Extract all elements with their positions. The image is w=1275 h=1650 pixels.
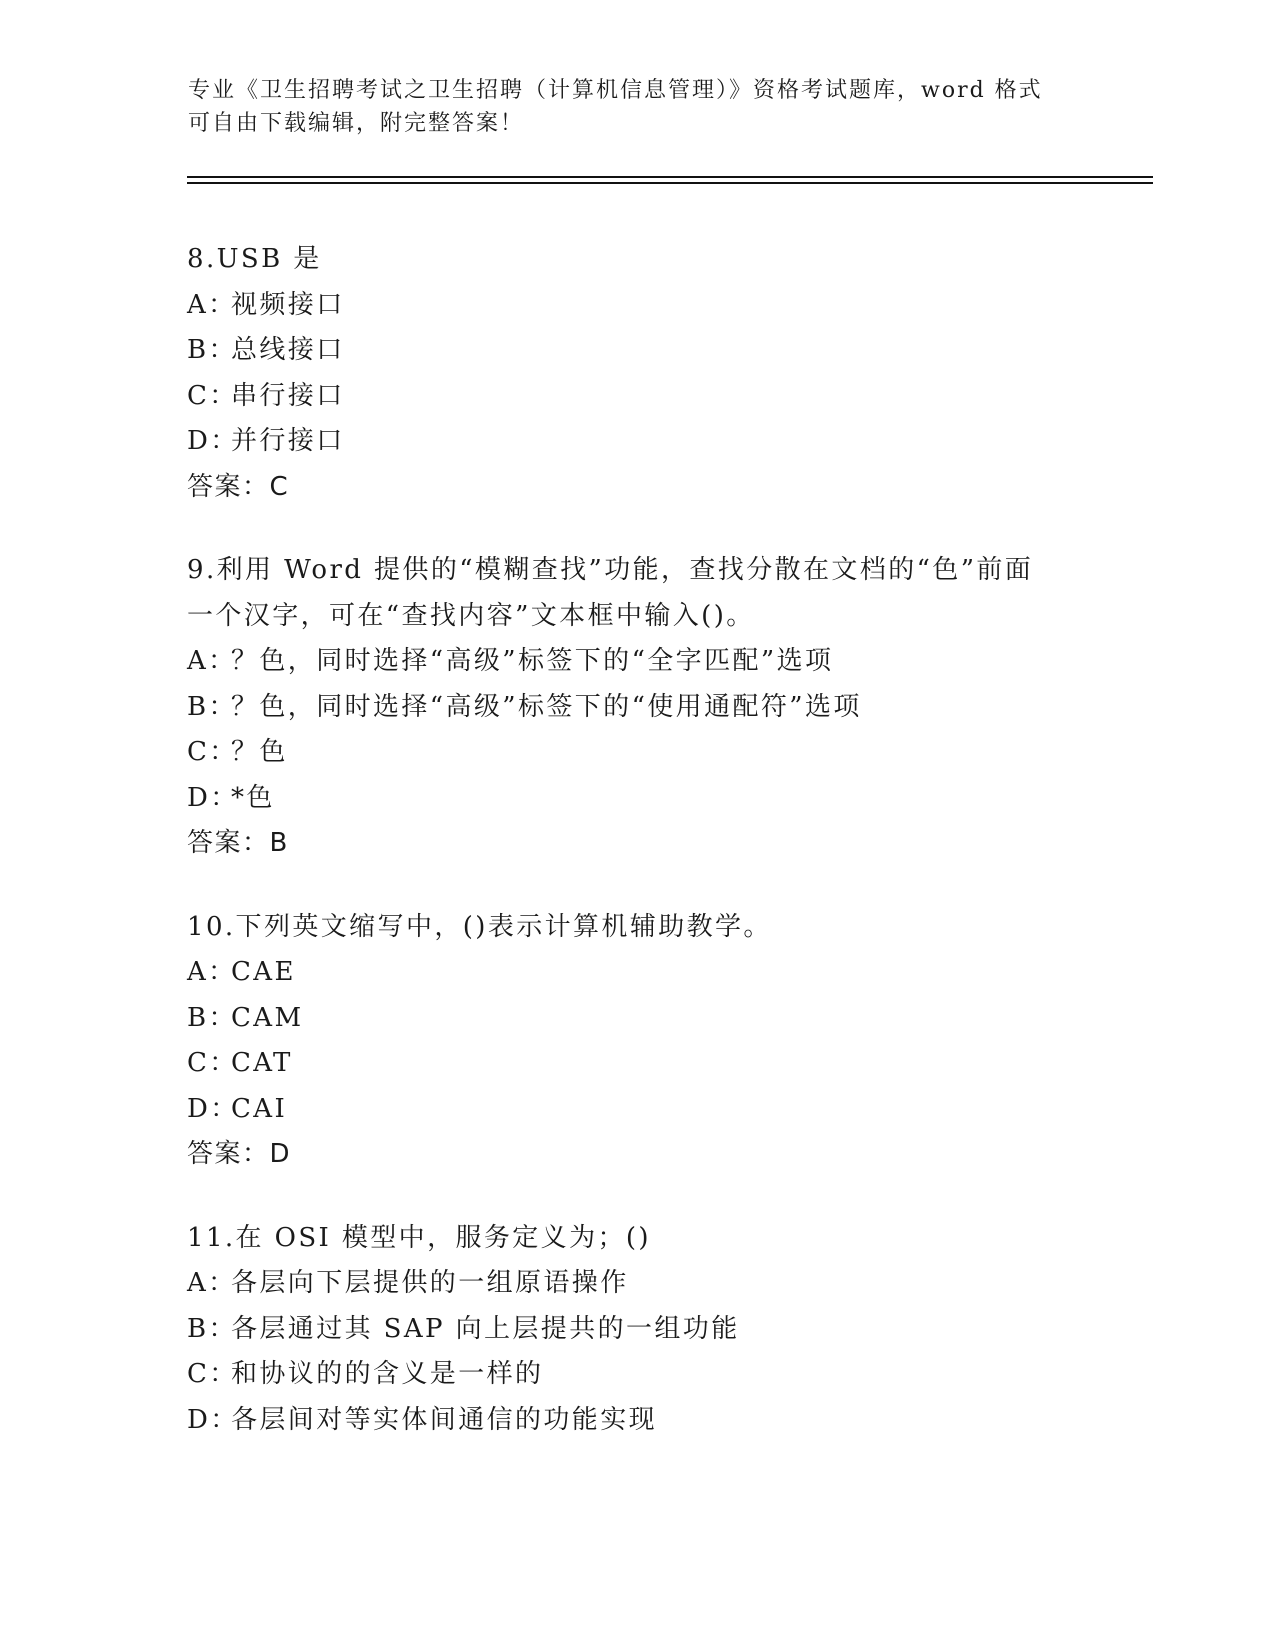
option-text: 总线接口 — [231, 335, 345, 365]
option-text: 串行接口 — [231, 380, 345, 411]
option-text: ？色，同时选择“高级”标签下的“使用通配符”选项 — [231, 691, 862, 722]
header-divider-top — [187, 176, 1153, 178]
option-text: ？色，同时选择“高级”标签下的“全字匹配”选项 — [231, 646, 834, 676]
header-line-2: 可自由下载编辑，附完整答案！ — [188, 111, 525, 136]
option-key: C： — [187, 380, 238, 411]
option-d — [187, 1398, 1087, 1444]
header-divider-bottom — [187, 182, 1153, 184]
option-text: CAM — [231, 1002, 304, 1033]
option-text: CAT — [231, 1048, 293, 1078]
option-text: 各层向下层提供的一组原语操作 — [231, 1268, 629, 1298]
question-list — [187, 237, 1087, 1481]
question-text: 9.利用 Word 提供的“模糊查找”功能，查找分散在文档的“色”前面 — [187, 555, 1034, 585]
option-a — [187, 950, 1087, 996]
header-line-1: 专业《卫生招聘考试之卫生招聘（计算机信息管理）》资格考试题库，word 格式 — [188, 78, 1043, 103]
option-a — [187, 1261, 1087, 1307]
answer-text: 答案：B — [187, 828, 289, 858]
option-d — [187, 419, 1087, 465]
option-b — [187, 1307, 1087, 1353]
question-8 — [187, 237, 1087, 510]
option-key: A： — [187, 957, 237, 987]
option-key: D： — [187, 426, 239, 456]
option-key: A： — [187, 289, 237, 320]
option-key: B： — [187, 335, 237, 365]
option-key: B： — [187, 1313, 237, 1344]
option-text: 并行接口 — [231, 426, 345, 456]
option-key: C： — [187, 1048, 238, 1078]
option-c — [187, 1352, 1087, 1398]
answer-text: 答案：D — [187, 1139, 292, 1169]
option-text: 各层通过其 SAP 向上层提共的一组功能 — [231, 1313, 740, 1344]
option-key: B： — [187, 1002, 237, 1033]
option-text: 和协议的的含义是一样的 — [231, 1359, 544, 1389]
option-key: A： — [187, 646, 237, 676]
option-key: D： — [187, 1093, 239, 1124]
question-10 — [187, 905, 1087, 1178]
option-key: D： — [187, 1404, 239, 1435]
option-key: A： — [187, 1268, 237, 1298]
option-d — [187, 776, 1087, 822]
option-c — [187, 1041, 1087, 1087]
option-key: B： — [187, 691, 237, 722]
question-text: 11.在 OSI 模型中，服务定义为；() — [187, 1222, 651, 1253]
option-text: 各层间对等实体间通信的功能实现 — [231, 1404, 658, 1435]
question-text: 10.下列英文缩写中，()表示计算机辅助教学。 — [187, 911, 772, 942]
answer-text: 答案：C — [187, 471, 290, 502]
option-c — [187, 730, 1087, 776]
option-a — [187, 639, 1087, 685]
document-header — [188, 74, 1088, 140]
option-key: D： — [187, 782, 239, 813]
option-c — [187, 374, 1087, 420]
option-text: CAI — [231, 1093, 288, 1124]
question-text-continued: 一个汉字，可在“查找内容”文本框中输入()。 — [187, 600, 755, 631]
option-b — [187, 328, 1087, 374]
option-text: CAE — [231, 957, 296, 987]
option-text: ？色 — [231, 737, 288, 767]
option-a — [187, 283, 1087, 329]
option-b — [187, 996, 1087, 1042]
option-d — [187, 1087, 1087, 1133]
question-text: 8.USB 是 — [187, 244, 322, 274]
option-text: 视频接口 — [231, 289, 345, 320]
question-11 — [187, 1216, 1087, 1444]
question-9 — [187, 548, 1087, 867]
option-b — [187, 685, 1087, 731]
option-key: C： — [187, 737, 238, 767]
option-key: C： — [187, 1359, 238, 1389]
option-text: *色 — [231, 782, 275, 813]
